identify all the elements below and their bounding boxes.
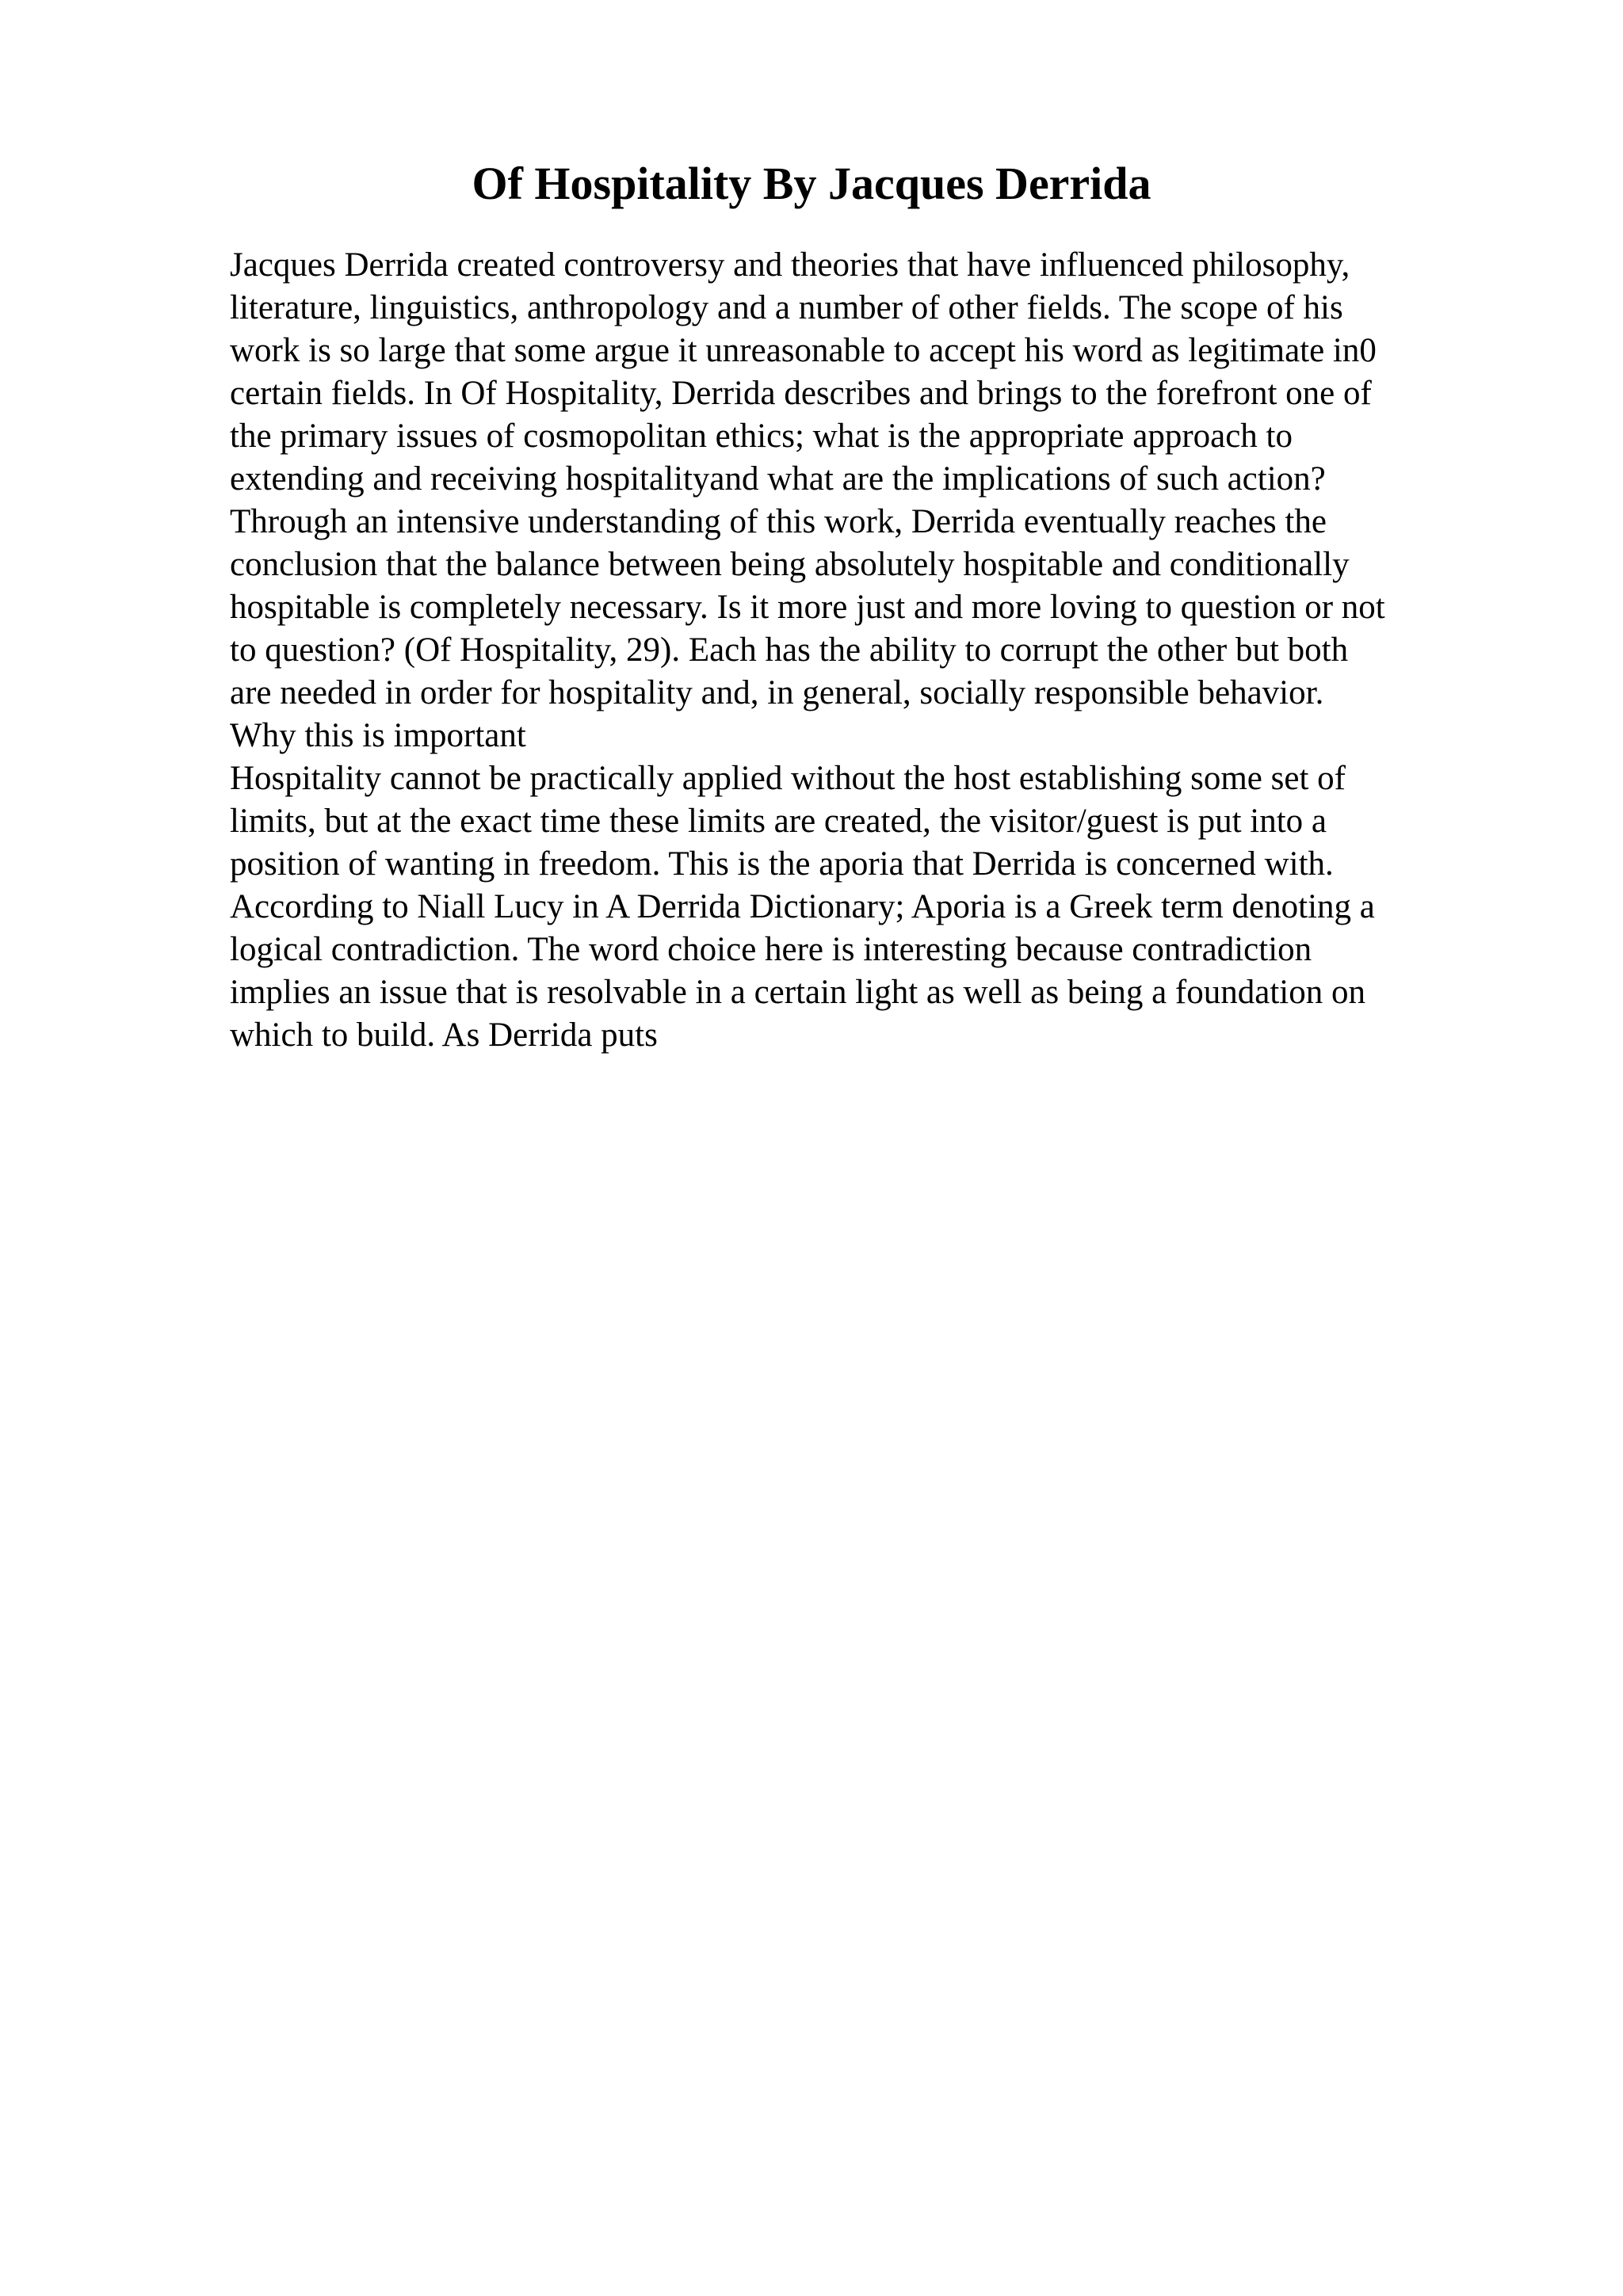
- text-line: are needed in order for hospitality and, in general, socially responsible behavior.: [230, 674, 1324, 711]
- text-line: to question? (Of Hospitality, 29). Each has the ability to corrupt the other but both: [230, 631, 1349, 669]
- text-line: certain fields. In Of Hospitality, Derrida describes and brings to the forefront one of: [230, 375, 1372, 412]
- text-line: hospitable is completely necessary. Is it more just and more loving to question or not: [230, 589, 1385, 626]
- text-line: Through an intensive understanding of this work, Derrida eventually reaches the: [230, 503, 1327, 540]
- text-line: Hospitality cannot be practically applied without the host establishing some set of: [230, 760, 1346, 797]
- text-line: According to Niall Lucy in A Derrida Dictionary; Aporia is a Greek term denoting a: [230, 888, 1375, 925]
- document-body: [230, 244, 1514, 1057]
- text-line: implies an issue that is resolvable in a certain light as well as being a foundation on: [230, 974, 1365, 1011]
- text-line: the primary issues of cosmopolitan ethics; what is the appropriate approach to: [230, 418, 1293, 455]
- text-line: which to build. As Derrida puts: [230, 1016, 658, 1054]
- text-line: logical contradiction. The word choice here is interesting because contradiction: [230, 931, 1312, 968]
- text-line: position of wanting in freedom. This is the aporia that Derrida is concerned with.: [230, 845, 1334, 883]
- text-line: Jacques Derrida created controversy and theories that have influenced philosophy,: [230, 246, 1350, 284]
- text-line: work is so large that some argue it unreasonable to accept his word as legitimate in0: [230, 332, 1377, 369]
- text-line: limits, but at the exact time these limits are created, the visitor/guest is put into a: [230, 803, 1327, 840]
- text-line: extending and receiving hospitalityand what are the implications of such action?: [230, 460, 1326, 498]
- text-line: Why this is important: [230, 717, 526, 754]
- text-line: literature, linguistics, anthropology and a number of other fields. The scope of his: [230, 289, 1343, 326]
- text-line: conclusion that the balance between being absolutely hospitable and conditionally: [230, 546, 1350, 583]
- document-title: Of Hospitality By Jacques Derrida: [472, 158, 1151, 209]
